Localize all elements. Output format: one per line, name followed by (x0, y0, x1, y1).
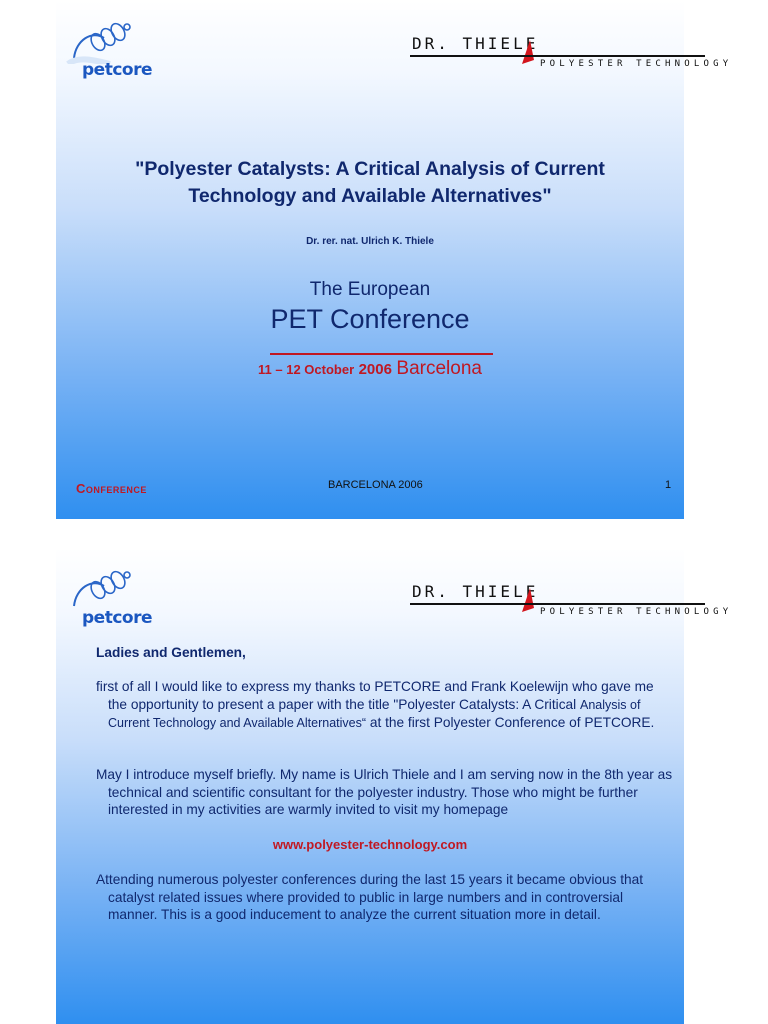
thiele-swoosh-icon (508, 586, 538, 618)
slide-2 (56, 548, 733, 1024)
dr-thiele-name: DR. THIELE (412, 34, 539, 53)
header-rule (410, 603, 705, 605)
conferences-text: Attending numerous polyester conferences during the last 15 years it became obvious that catalyst related issues where provided to public in large numbers and in controversial manner. This is a good inducement to analyze the current situation more in detail. (96, 872, 644, 922)
petcore-logo (64, 20, 154, 90)
title-line-1: "Polyester Catalysts: A Critical Analysis of Current (135, 158, 605, 180)
paragraph-conferences (96, 871, 656, 924)
polyester-technology-text: POLYESTER TECHNOLOGY (540, 59, 733, 69)
paragraph-intro (96, 766, 676, 819)
conference-footer-logo: Conference (76, 481, 147, 496)
date-days: 11 – 12 October (258, 362, 355, 377)
thiele-swoosh-icon (508, 38, 538, 70)
date-city: Barcelona (396, 358, 482, 379)
homepage-link[interactable]: www.polyester-technology.com (272, 837, 468, 852)
petcore-swirl-icon (64, 568, 134, 612)
author: Dr. rer. nat. Ulrich K. Thiele (306, 236, 434, 247)
thanks-text-a: first of all I would like to express my thanks to PETCORE and Frank Koelewijn who gave me the opportunity to present a paper with the title "Polyester Catalysts: A Critical (96, 679, 654, 712)
event-line-1: The European (309, 279, 431, 300)
thanks-text-c: at the first Polyester Conference of PETCORE. (366, 715, 655, 730)
dr-thiele-logo (410, 582, 733, 622)
slide-1 (56, 0, 733, 519)
intro-text: May I introduce myself briefly. My name is Ulrich Thiele and I am serving now in the 8th year as technical and scientific consultant for the polyester industry. Those who might be further interested in my activities are warmly invited to visit my homepage (96, 767, 673, 817)
thanks-text-title: Analysis of Current Technology and Available Alternatives“ (108, 697, 641, 730)
dr-thiele-name: DR. THIELE (412, 582, 539, 601)
presentation-title (56, 156, 684, 210)
date-year: 2006 (358, 361, 392, 378)
event-line-2: PET Conference (270, 304, 470, 334)
petcore-logo-text: petcore (82, 60, 152, 80)
polyester-technology-text: POLYESTER TECHNOLOGY (540, 607, 733, 617)
title-line-2: Technology and Available Alternatives" (188, 185, 552, 207)
dr-thiele-logo (410, 34, 733, 74)
paragraph-thanks (96, 678, 676, 733)
petcore-swirl-icon (64, 20, 134, 64)
date-divider (270, 353, 493, 355)
page-number: 1 (665, 479, 672, 491)
footer-center: BARCELONA 2006 (328, 479, 423, 491)
event-date (56, 358, 684, 380)
petcore-logo (64, 568, 154, 638)
header-rule (410, 55, 705, 57)
greeting: Ladies and Gentlemen, (96, 645, 246, 660)
petcore-logo-text: petcore (82, 608, 152, 628)
